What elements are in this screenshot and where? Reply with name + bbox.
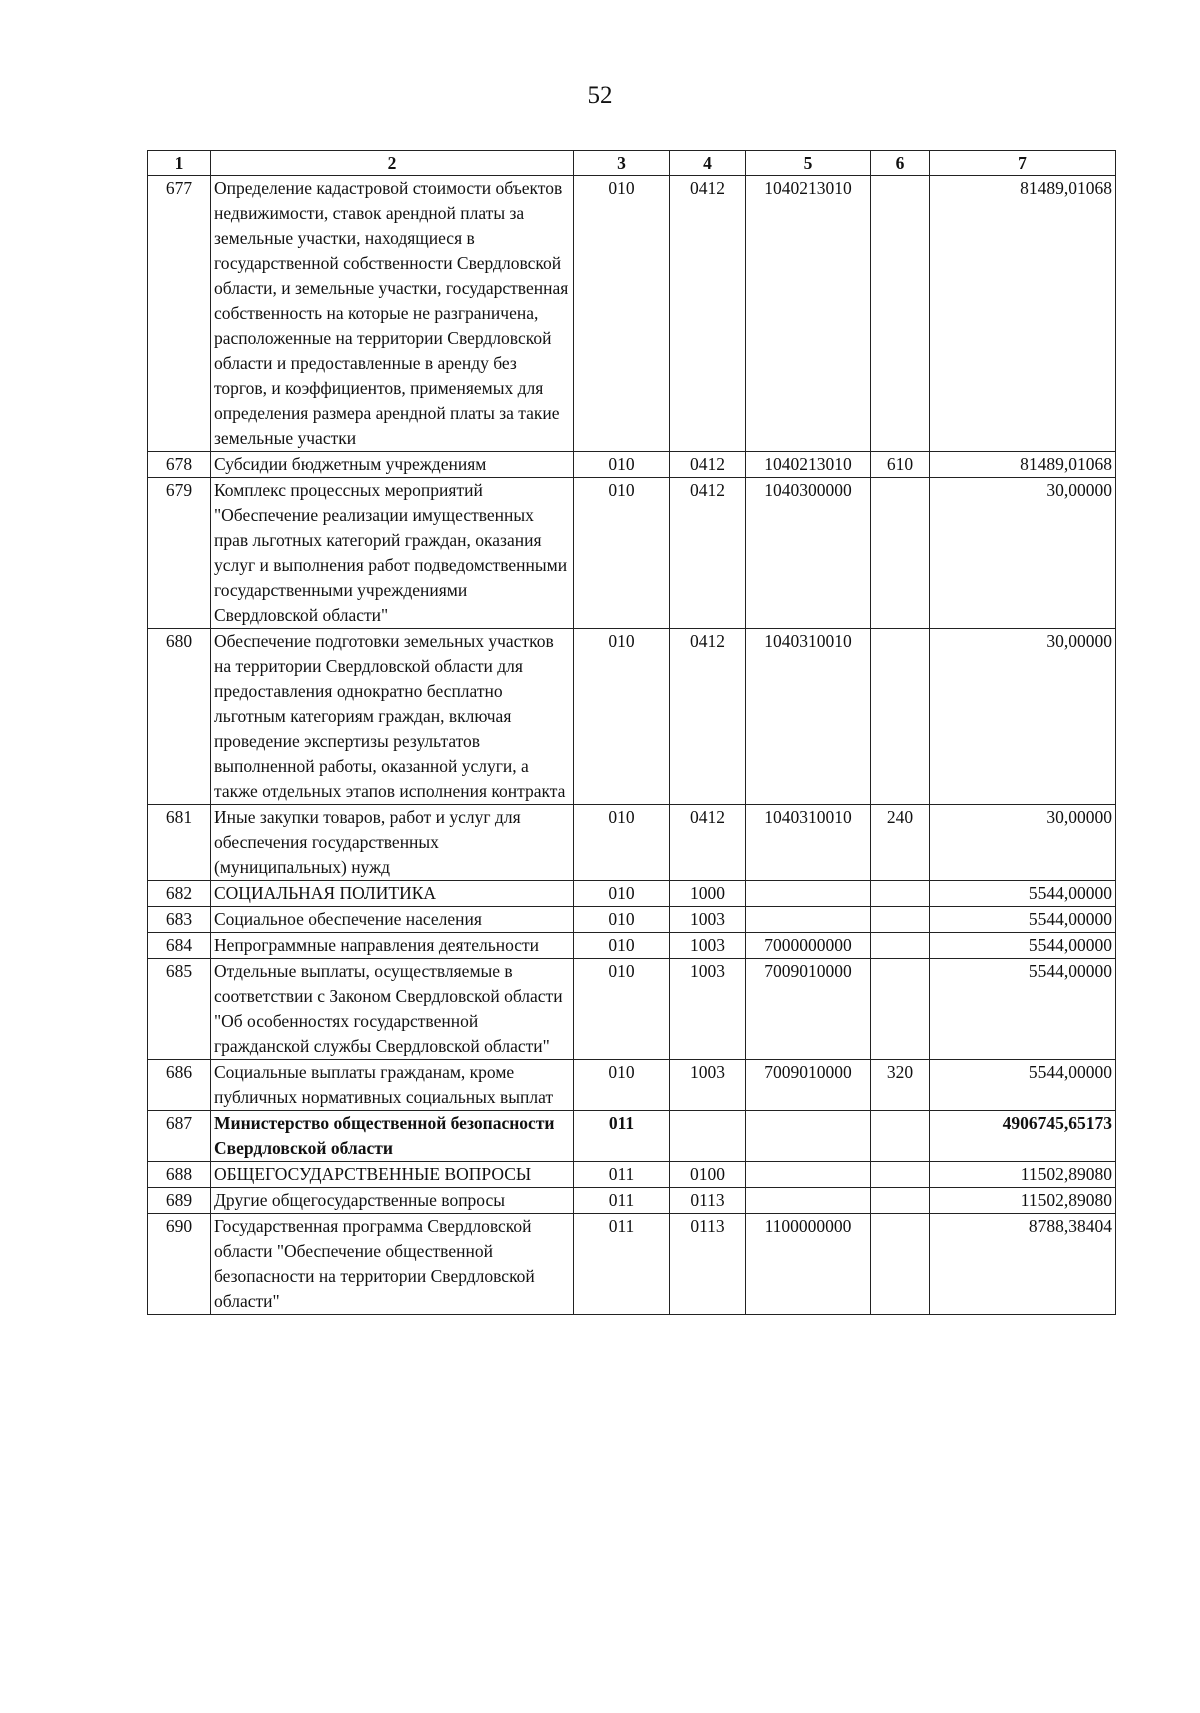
row-target-code: 1040300000 — [746, 478, 871, 629]
row-number: 690 — [148, 1214, 211, 1315]
header-col-3: 3 — [574, 151, 670, 176]
row-ministry-code: 011 — [574, 1214, 670, 1315]
row-section-code: 1003 — [670, 1060, 746, 1111]
row-target-code — [746, 1111, 871, 1162]
row-number: 685 — [148, 959, 211, 1060]
row-number: 680 — [148, 629, 211, 805]
row-target-code: 7000000000 — [746, 933, 871, 959]
header-col-7: 7 — [930, 151, 1116, 176]
row-number: 687 — [148, 1111, 211, 1162]
row-target-code: 1040213010 — [746, 452, 871, 478]
row-ministry-code: 010 — [574, 933, 670, 959]
row-section-code: 0113 — [670, 1188, 746, 1214]
row-ministry-code: 010 — [574, 907, 670, 933]
row-number: 689 — [148, 1188, 211, 1214]
row-expense-type — [871, 1111, 930, 1162]
table-row — [148, 907, 1116, 933]
row-amount: 5544,00000 — [930, 881, 1116, 907]
row-target-code — [746, 907, 871, 933]
row-expense-type: 610 — [871, 452, 930, 478]
row-amount: 30,00000 — [930, 805, 1116, 881]
row-name: Социальные выплаты гражданам, кроме публичных нормативных социальных выплат — [211, 1060, 574, 1111]
row-ministry-code: 011 — [574, 1188, 670, 1214]
row-name: Другие общегосударственные вопросы — [211, 1188, 574, 1214]
row-ministry-code: 011 — [574, 1162, 670, 1188]
header-col-6: 6 — [871, 151, 930, 176]
row-section-code: 0412 — [670, 176, 746, 452]
row-ministry-code: 010 — [574, 452, 670, 478]
row-amount: 5544,00000 — [930, 959, 1116, 1060]
row-ministry-code: 010 — [574, 805, 670, 881]
row-number: 679 — [148, 478, 211, 629]
row-section-code: 1003 — [670, 959, 746, 1060]
row-expense-type: 320 — [871, 1060, 930, 1111]
row-section-code: 1003 — [670, 933, 746, 959]
row-section-code: 1000 — [670, 881, 746, 907]
row-expense-type — [871, 907, 930, 933]
row-target-code — [746, 1162, 871, 1188]
row-name: Непрограммные направления деятельности — [211, 933, 574, 959]
row-expense-type — [871, 881, 930, 907]
row-expense-type — [871, 933, 930, 959]
row-target-code: 1040310010 — [746, 629, 871, 805]
row-ministry-code: 010 — [574, 176, 670, 452]
row-number: 684 — [148, 933, 211, 959]
row-ministry-code: 010 — [574, 881, 670, 907]
row-section-code: 0412 — [670, 452, 746, 478]
table-row — [148, 881, 1116, 907]
row-target-code: 1100000000 — [746, 1214, 871, 1315]
row-expense-type — [871, 1188, 930, 1214]
row-name: ОБЩЕГОСУДАРСТВЕННЫЕ ВОПРОСЫ — [211, 1162, 574, 1188]
row-amount: 81489,01068 — [930, 176, 1116, 452]
row-section-code: 0412 — [670, 805, 746, 881]
row-expense-type — [871, 1214, 930, 1315]
row-target-code — [746, 1188, 871, 1214]
row-number: 677 — [148, 176, 211, 452]
row-section-code: 0113 — [670, 1214, 746, 1315]
row-target-code — [746, 881, 871, 907]
row-name: СОЦИАЛЬНАЯ ПОЛИТИКА — [211, 881, 574, 907]
table-row — [148, 478, 1116, 629]
row-ministry-code: 010 — [574, 1060, 670, 1111]
table-row — [148, 805, 1116, 881]
table-row — [148, 1060, 1116, 1111]
row-amount: 30,00000 — [930, 478, 1116, 629]
row-ministry-code: 011 — [574, 1111, 670, 1162]
row-name: Социальное обеспечение населения — [211, 907, 574, 933]
table-row — [148, 176, 1116, 452]
row-ministry-code: 010 — [574, 959, 670, 1060]
row-ministry-code: 010 — [574, 629, 670, 805]
header-row — [148, 151, 1116, 176]
row-number: 686 — [148, 1060, 211, 1111]
row-expense-type — [871, 176, 930, 452]
header-col-1: 1 — [148, 151, 211, 176]
row-amount: 5544,00000 — [930, 907, 1116, 933]
row-amount: 4906745,65173 — [930, 1111, 1116, 1162]
row-expense-type — [871, 1162, 930, 1188]
row-target-code: 1040213010 — [746, 176, 871, 452]
header-col-5: 5 — [746, 151, 871, 176]
row-section-code: 0412 — [670, 629, 746, 805]
table-row — [148, 959, 1116, 1060]
row-name: Обеспечение подготовки земельных участков на территории Свердловской области для предоставления однократно бесплатно льготным категориям граждан, включая проведение экспертизы результатов выполненной работы, оказанной услуги, а также отдельных этапов исполнения контракта — [211, 629, 574, 805]
row-amount: 5544,00000 — [930, 1060, 1116, 1111]
row-amount: 30,00000 — [930, 629, 1116, 805]
row-number: 678 — [148, 452, 211, 478]
row-name: Государственная программа Свердловской области "Обеспечение общественной безопасности на территории Свердловской области" — [211, 1214, 574, 1315]
table-row — [148, 1188, 1116, 1214]
row-target-code: 1040310010 — [746, 805, 871, 881]
row-name: Отдельные выплаты, осуществляемые в соответствии с Законом Свердловской области "Об особенностях государственной гражданской службы Свердловской области" — [211, 959, 574, 1060]
row-ministry-code: 010 — [574, 478, 670, 629]
row-amount: 8788,38404 — [930, 1214, 1116, 1315]
row-expense-type — [871, 629, 930, 805]
row-name: Министерство общественной безопасности Свердловской области — [211, 1111, 574, 1162]
row-name: Комплекс процессных мероприятий "Обеспечение реализации имущественных прав льготных категорий граждан, оказания услуг и выполнения работ подведомственными государственными учреждениями Свердловской области" — [211, 478, 574, 629]
row-name: Субсидии бюджетным учреждениям — [211, 452, 574, 478]
budget-table — [147, 150, 1116, 1315]
table-row — [148, 933, 1116, 959]
row-number: 681 — [148, 805, 211, 881]
row-amount: 81489,01068 — [930, 452, 1116, 478]
row-number: 688 — [148, 1162, 211, 1188]
page-number: 52 — [587, 82, 613, 109]
table-row — [148, 1162, 1116, 1188]
header-col-2: 2 — [211, 151, 574, 176]
row-section-code: 0100 — [670, 1162, 746, 1188]
row-amount: 5544,00000 — [930, 933, 1116, 959]
row-expense-type — [871, 959, 930, 1060]
row-amount: 11502,89080 — [930, 1188, 1116, 1214]
table-row — [148, 452, 1116, 478]
row-section-code — [670, 1111, 746, 1162]
row-expense-type: 240 — [871, 805, 930, 881]
row-name: Иные закупки товаров, работ и услуг для обеспечения государственных (муниципальных) нужд — [211, 805, 574, 881]
header-col-4: 4 — [670, 151, 746, 176]
row-section-code: 0412 — [670, 478, 746, 629]
row-expense-type — [871, 478, 930, 629]
table-row — [148, 1214, 1116, 1315]
table-row — [148, 1111, 1116, 1162]
row-section-code: 1003 — [670, 907, 746, 933]
row-number: 683 — [148, 907, 211, 933]
row-name: Определение кадастровой стоимости объектов недвижимости, ставок арендной платы за земельные участки, находящиеся в государственной собственности Свердловской области, и земельные участки, государственная собственность на которые не разграничена, расположенные на территории Свердловской области и предоставленные в аренду без торгов, и коэффициентов, применяемых для определения размера арендной платы за такие земельные участки — [211, 176, 574, 452]
table-row — [148, 629, 1116, 805]
row-amount: 11502,89080 — [930, 1162, 1116, 1188]
row-number: 682 — [148, 881, 211, 907]
row-target-code: 7009010000 — [746, 959, 871, 1060]
row-target-code: 7009010000 — [746, 1060, 871, 1111]
